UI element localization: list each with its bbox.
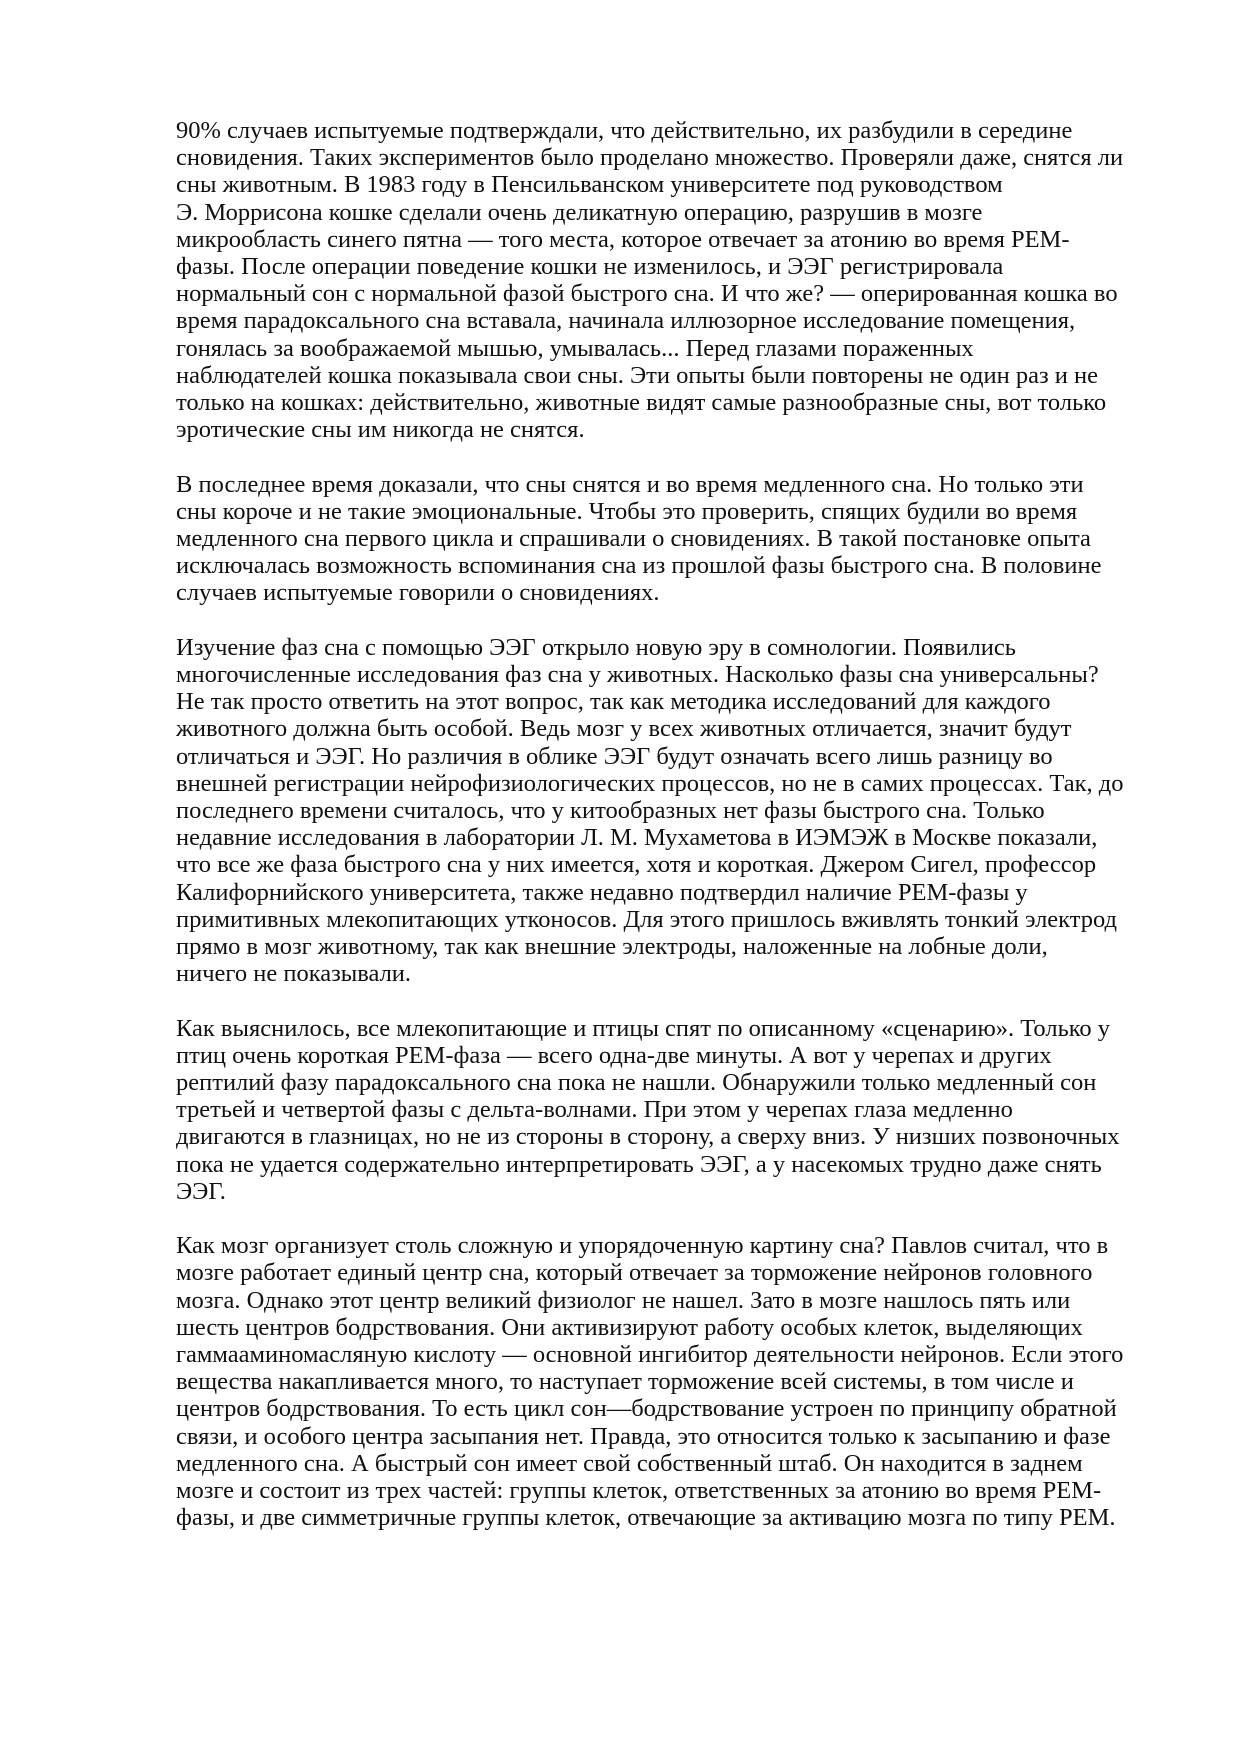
text-line: шесть центров бодрствования. Они активизируют работу особых клеток, выделяющих [176, 1313, 1083, 1341]
text-line: гаммааминомасляную кислоту — основной ингибитор деятельности нейронов. Если этого [176, 1341, 1124, 1369]
text-line: многочисленные исследования фаз сна у животных. Насколько фазы сна универсальны? [176, 661, 1099, 689]
text-line: сны короче и не такие эмоциональные. Чтобы это проверить, спящих будили во время [176, 497, 1078, 525]
text-line: только на кошках: действительно, животные видят самые разнообразные сны, вот только [176, 389, 1107, 417]
text-line: 90% случаев испытуемые подтверждали, что действительно, их разбудили в середине [176, 117, 1073, 144]
text-line: мозга. Однако этот центр великий физиолог не нашел. Зато в мозге нашлось пять или [176, 1286, 1071, 1314]
text-line: исключалась возможность вспоминания сна из прошлой фазы быстрого сна. В половине [176, 552, 1102, 580]
text-line: последнего времени считалось, что у китообразных нет фазы быстрого сна. Только [176, 797, 1045, 825]
text-line: внешней регистрации нейрофизиологических процессов, но не в самих процессах. Так, до [176, 769, 1124, 797]
text-line: Не так просто ответить на этот вопрос, так как методика исследований для каждого [176, 688, 1051, 716]
text-line: двигаются в глазницах, но не из стороны в сторону, а сверху вниз. У низших позвоночных [176, 1123, 1120, 1151]
text-line: ЭЭГ. [176, 1177, 226, 1205]
text-line: что все же фаза быстрого сна у них имеется, хотя и короткая. Джером Сигел, профессор [176, 851, 1097, 879]
text-line: примитивных млекопитающих утконосов. Для этого пришлось вживлять тонкий электрод [176, 905, 1118, 933]
text-line: Э. Моррисона кошке сделали очень деликатную операцию, разрушив в мозге [176, 198, 983, 226]
text-line: наблюдателей кошка показывала свои сны. Эти опыты были повторены не один раз и не [176, 361, 1098, 389]
paragraph [176, 1232, 1186, 1531]
text-line: фазы, и две симметричные группы клеток, отвечающие за активацию мозга по типу РЕМ. [176, 1504, 1116, 1532]
text-line: Изучение фаз сна с помощью ЭЭГ открыло новую эру в сомнологии. Появились [176, 633, 1016, 661]
text-line: мозге работает единый центр сна, который отвечает за торможение нейронов головного [176, 1259, 1093, 1287]
text-line: эротические сны им никогда не снятся. [176, 416, 585, 444]
text-line: время парадоксального сна вставала, начинала иллюзорное исследование помещения, [176, 307, 1076, 335]
text-line: центров бодрствования. То есть цикл сон—бодрствование устроен по принципу обратной [176, 1395, 1117, 1423]
text-line: нормальный сон с нормальной фазой быстрого сна. И что же? — оперированная кошка во [176, 280, 1118, 308]
text-line: животного должна быть особой. Ведь мозг у всех животных отличается, значит будут [176, 715, 1072, 743]
text-line: случаев испытуемые говорили о сновидениях. [176, 579, 660, 607]
paragraph [176, 634, 1186, 988]
text-line: фазы. После операции поведение кошки не изменилось, и ЭЭГ регистрировала [176, 253, 1004, 281]
paragraph [176, 1015, 1186, 1205]
text-line: микрообласть синего пятна — того места, которое отвечает за атонию во время РЕМ- [176, 225, 1070, 253]
text-line: сновидения. Таких экспериментов было проделано множество. Проверяли даже, снятся ли [176, 144, 1124, 172]
text-line: медленного сна первого цикла и спрашивали о сновидениях. В такой постановке опыта [176, 525, 1091, 553]
text-line: отличаться и ЭЭГ. Но различия в облике ЭЭГ будут означать всего лишь разницу во [176, 742, 1053, 770]
text-line: мозге и состоит из трех частей: группы клеток, ответственных за атонию во время РЕМ- [176, 1477, 1102, 1505]
text-line: Как выяснилось, все млекопитающие и птицы спят по описанному «сценарию». Только у [176, 1014, 1111, 1042]
paragraph [176, 471, 1186, 607]
document-page [176, 117, 1186, 1559]
text-line: рептилий фазу парадоксального сна пока не нашли. Обнаружили только медленный сон [176, 1069, 1097, 1097]
text-line: Калифорнийского университета, также недавно подтвердил наличие РЕМ-фазы у [176, 878, 1028, 906]
text-line: В последнее время доказали, что сны снятся и во время медленного сна. Но только эти [176, 470, 1084, 498]
text-line: гонялась за воображаемой мышью, умывалась... Перед глазами пораженных [176, 334, 974, 362]
text-line: ничего не показывали. [176, 960, 412, 988]
text-line: Как мозг организует столь сложную и упорядоченную картину сна? Павлов считал, что в [176, 1232, 1109, 1260]
text-line: медленного сна. А быстрый сон имеет свой собственный штаб. Он находится в заднем [176, 1449, 1083, 1477]
text-line: вещества накапливается много, то наступает торможение всей системы, в том числе и [176, 1368, 1074, 1396]
text-line: недавние исследования в лаборатории Л. М. Мухаметова в ИЭМЭЖ в Москве показали, [176, 824, 1098, 852]
text-line: прямо в мозг животному, так как внешние электроды, наложенные на лобные доли, [176, 933, 1048, 961]
text-line: птиц очень короткая РЕМ-фаза — всего одна-две минуты. А вот у черепах и других [176, 1041, 1052, 1069]
text-line: сны животным. В 1983 году в Пенсильванском университете под руководством [176, 171, 1003, 199]
paragraph [176, 117, 1186, 443]
text-line: пока не удается содержательно интерпретировать ЭЭГ, а у насекомых трудно даже снять [176, 1150, 1102, 1178]
text-line: связи, и особого центра засыпания нет. Правда, это относится только к засыпанию и фазе [176, 1422, 1111, 1450]
text-line: третьей и четвертой фазы с дельта-волнами. При этом у черепах глаза медленно [176, 1096, 1013, 1124]
